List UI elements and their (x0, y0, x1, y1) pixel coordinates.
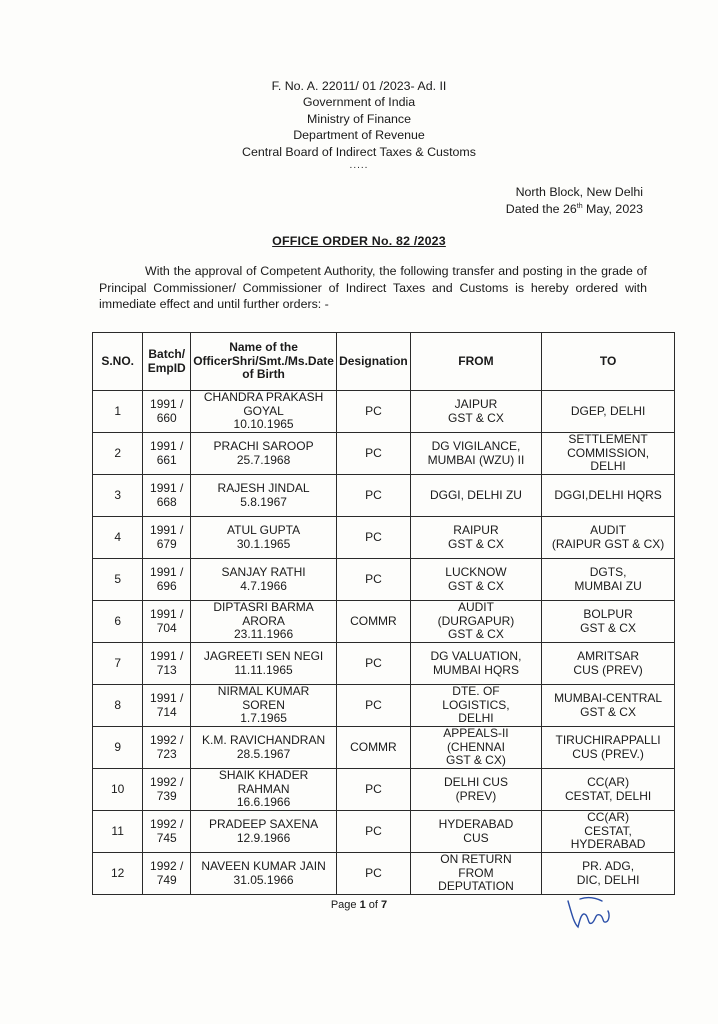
cell-to: DGGI,DELHI HQRS (542, 475, 675, 517)
cell-batch: 1991 / 696 (143, 559, 191, 601)
transfer-table (92, 332, 675, 895)
cell-officer-name: RAJESH JINDAL 5.8.1967 (191, 475, 337, 517)
cell-officer-name: NIRMAL KUMAR SOREN 1.7.1965 (191, 685, 337, 727)
table-row (93, 433, 675, 475)
table-row (93, 475, 675, 517)
board-line: Central Board of Indirect Taxes & Customs (242, 144, 476, 159)
table-row (93, 769, 675, 811)
cell-to: CC(AR) CESTAT, HYDERABAD (542, 811, 675, 853)
cell-sno: 4 (93, 517, 143, 559)
cell-batch: 1991 / 704 (143, 601, 191, 643)
signature-initials-icon (562, 893, 614, 933)
cell-batch: 1991 / 668 (143, 475, 191, 517)
cell-designation: PC (337, 433, 411, 475)
cell-to: BOLPUR GST & CX (542, 601, 675, 643)
cell-from: LUCKNOW GST & CX (410, 559, 541, 601)
cell-batch: 1991 / 713 (143, 643, 191, 685)
cell-designation: PC (337, 391, 411, 433)
file-number: F. No. A. 22011/ 01 /2023- Ad. II (271, 79, 447, 93)
department-line: Department of Revenue (293, 128, 425, 143)
header-designation: Designation (337, 333, 411, 391)
cell-sno: 11 (93, 811, 143, 853)
cell-designation: PC (337, 853, 411, 895)
page-current: 1 (359, 899, 366, 911)
header-sno: S.NO. (93, 333, 143, 391)
header-name: Name of the OfficerShri/Smt./Ms.Date of Birth (191, 333, 337, 391)
cell-sno: 3 (93, 475, 143, 517)
cell-batch: 1991 / 661 (143, 433, 191, 475)
cell-designation: COMMR (337, 601, 411, 643)
cell-to: AUDIT (RAIPUR GST & CX) (542, 517, 675, 559)
header-from: FROM (410, 333, 541, 391)
location: North Block, New Delhi (515, 185, 643, 199)
cell-officer-name: SANJAY RATHI 4.7.1966 (191, 559, 337, 601)
header-to: TO (542, 333, 675, 391)
header-batch: Batch/ EmpID (143, 333, 191, 391)
cell-batch: 1992 / 749 (143, 853, 191, 895)
cell-batch: 1991 / 714 (143, 685, 191, 727)
table-row (93, 517, 675, 559)
cell-batch: 1992 / 723 (143, 727, 191, 769)
cell-to: DGEP, DELHI (542, 391, 675, 433)
table-row (93, 727, 675, 769)
header-separator: ..... (349, 160, 369, 172)
cell-to: MUMBAI-CENTRAL GST & CX (542, 685, 675, 727)
cell-designation: PC (337, 643, 411, 685)
cell-to: PR. ADG, DIC, DELHI (542, 853, 675, 895)
cell-batch: 1992 / 745 (143, 811, 191, 853)
cell-to: SETTLEMENT COMMISSION, DELHI (542, 433, 675, 475)
cell-from: DGGI, DELHI ZU (410, 475, 541, 517)
document-header (0, 78, 718, 172)
page-footer: Page 1 of 7 (330, 899, 388, 911)
cell-designation: PC (337, 559, 411, 601)
table-row (93, 391, 675, 433)
government-line: Government of India (302, 95, 416, 110)
cell-to: CC(AR) CESTAT, DELHI (542, 769, 675, 811)
cell-designation: COMMR (337, 727, 411, 769)
cell-designation: PC (337, 769, 411, 811)
cell-officer-name: JAGREETI SEN NEGI 11.11.1965 (191, 643, 337, 685)
cell-designation: PC (337, 517, 411, 559)
cell-officer-name: CHANDRA PRAKASH GOYAL 10.10.1965 (191, 391, 337, 433)
cell-from: DELHI CUS (PREV) (410, 769, 541, 811)
cell-sno: 2 (93, 433, 143, 475)
table-row (93, 559, 675, 601)
table-row (93, 601, 675, 643)
cell-sno: 1 (93, 391, 143, 433)
cell-designation: PC (337, 811, 411, 853)
table-row (93, 643, 675, 685)
cell-officer-name: DIPTASRI BARMA ARORA 23.11.1966 (191, 601, 337, 643)
cell-to: TIRUCHIRAPPALLI CUS (PREV.) (542, 727, 675, 769)
table-row (93, 811, 675, 853)
cell-officer-name: NAVEEN KUMAR JAIN 31.05.1966 (191, 853, 337, 895)
cell-sno: 8 (93, 685, 143, 727)
cell-officer-name: PRADEEP SAXENA 12.9.1966 (191, 811, 337, 853)
cell-from: APPEALS-II (CHENNAI GST & CX) (410, 727, 541, 769)
cell-from: DG VALUATION, MUMBAI HQRS (410, 643, 541, 685)
cell-sno: 12 (93, 853, 143, 895)
ministry-line: Ministry of Finance (307, 111, 411, 126)
table-row (93, 853, 675, 895)
cell-officer-name: K.M. RAVICHANDRAN 28.5.1967 (191, 727, 337, 769)
cell-officer-name: PRACHI SAROOP 25.7.1968 (191, 433, 337, 475)
cell-from: ON RETURN FROM DEPUTATION (410, 853, 541, 895)
office-order-title: OFFICE ORDER No. 82 /2023 (272, 234, 446, 248)
cell-from: DG VIGILANCE, MUMBAI (WZU) II (410, 433, 541, 475)
cell-sno: 10 (93, 769, 143, 811)
cell-to: AMRITSAR CUS (PREV) (542, 643, 675, 685)
cell-officer-name: ATUL GUPTA 30.1.1965 (191, 517, 337, 559)
place-date-block (506, 184, 643, 218)
cell-from: JAIPUR GST & CX (410, 391, 541, 433)
cell-officer-name: SHAIK KHADER RAHMAN 16.6.1966 (191, 769, 337, 811)
cell-designation: PC (337, 475, 411, 517)
order-date: Dated the 26th May, 2023 (505, 202, 643, 216)
order-paragraph: With the approval of Competent Authority, the following transfer and posting in the grade of Principal Commissioner/ Commissioner of Indirect Taxes and Customs is hereby ordered with immediate effect and until further orders: - (99, 264, 647, 311)
page-total: 7 (381, 899, 388, 911)
cell-designation: PC (337, 685, 411, 727)
cell-batch: 1991 / 679 (143, 517, 191, 559)
cell-batch: 1992 / 739 (143, 769, 191, 811)
cell-from: RAIPUR GST & CX (410, 517, 541, 559)
cell-sno: 9 (93, 727, 143, 769)
cell-batch: 1991 / 660 (143, 391, 191, 433)
cell-to: DGTS, MUMBAI ZU (542, 559, 675, 601)
cell-sno: 6 (93, 601, 143, 643)
table-header-row (93, 333, 675, 391)
cell-from: AUDIT (DURGAPUR) GST & CX (410, 601, 541, 643)
cell-from: HYDERABAD CUS (410, 811, 541, 853)
table-row (93, 685, 675, 727)
cell-sno: 7 (93, 643, 143, 685)
cell-sno: 5 (93, 559, 143, 601)
cell-from: DTE. OF LOGISTICS, DELHI (410, 685, 541, 727)
